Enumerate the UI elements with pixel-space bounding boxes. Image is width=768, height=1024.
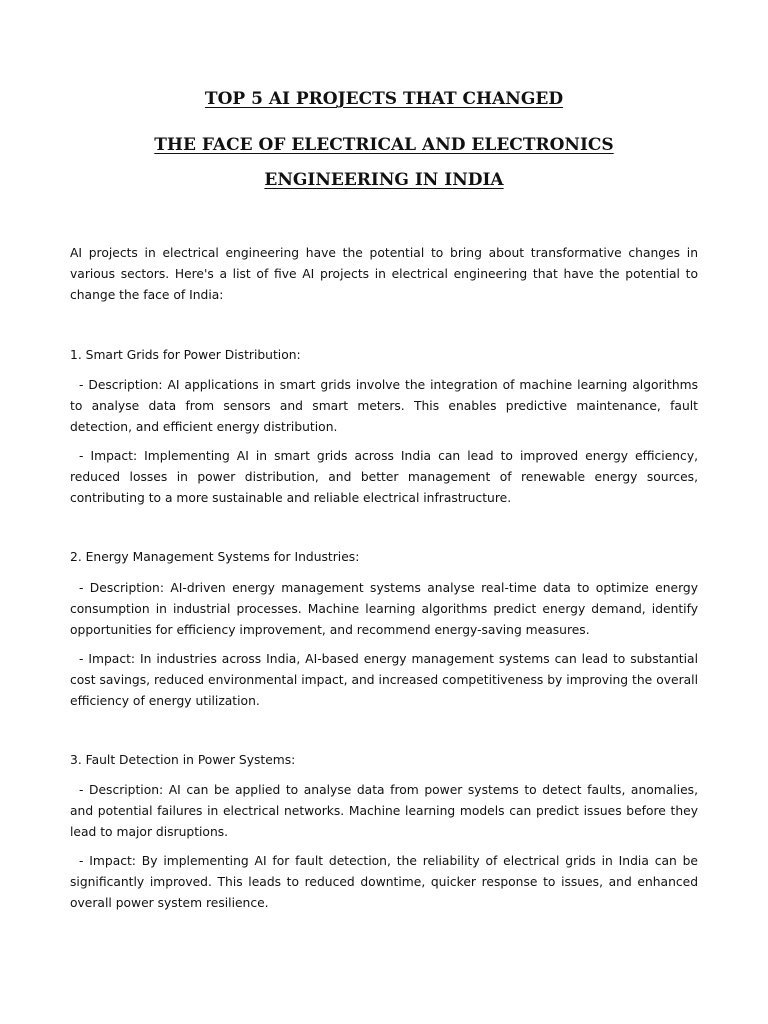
title-line-1: TOP 5 AI PROJECTS THAT CHANGED <box>204 89 564 109</box>
section-1-description: - Description: AI applications in smart grids involve the integration of machine learning algorithms to analyse data from sensors and smart meters. This enables predictive maintenance, fault detection, and efficient energy distribution. <box>70 378 698 434</box>
section-3-heading: 3. Fault Detection in Power Systems: <box>70 753 296 767</box>
title-line-2: THE FACE OF ELECTRICAL AND ELECTRONICS <box>154 135 614 155</box>
intro-paragraph: AI projects in electrical engineering have the potential to bring about transformative changes in various sectors. Here's a list of five AI projects in electrical engineering that have the potential to change the face of India: <box>70 246 698 302</box>
section-2-description: - Description: AI-driven energy management systems analyse real-time data to optimize energy consumption in industrial processes. Machine learning algorithms predict energy demand, identify opportunities for efficiency improvement, and recommend energy-saving measures. <box>70 581 698 637</box>
section-2-impact: - Impact: In industries across India, AI-based energy management systems can lead to substantial cost savings, reduced environmental impact, and increased competitiveness by improving the overall efficiency of energy utilization. <box>70 652 698 708</box>
section-2-heading: 2. Energy Management Systems for Industries: <box>70 550 360 564</box>
section-3-description: - Description: AI can be applied to analyse data from power systems to detect faults, anomalies, and potential failures in electrical networks. Machine learning models can predict issues before they lead to major disruptions. <box>70 783 698 839</box>
title-line-3: ENGINEERING IN INDIA <box>264 170 504 190</box>
section-1-impact: - Impact: Implementing AI in smart grids across India can lead to improved energy efficiency, reduced losses in power distribution, and better management of renewable energy sources, contributing to a more sustainable and reliable electrical infrastructure. <box>70 449 698 505</box>
section-3-impact: - Impact: By implementing AI for fault detection, the reliability of electrical grids in India can be significantly improved. This leads to reduced downtime, quicker response to issues, and enhanced overall power system resilience. <box>70 854 698 910</box>
section-1-heading: 1. Smart Grids for Power Distribution: <box>70 348 301 362</box>
